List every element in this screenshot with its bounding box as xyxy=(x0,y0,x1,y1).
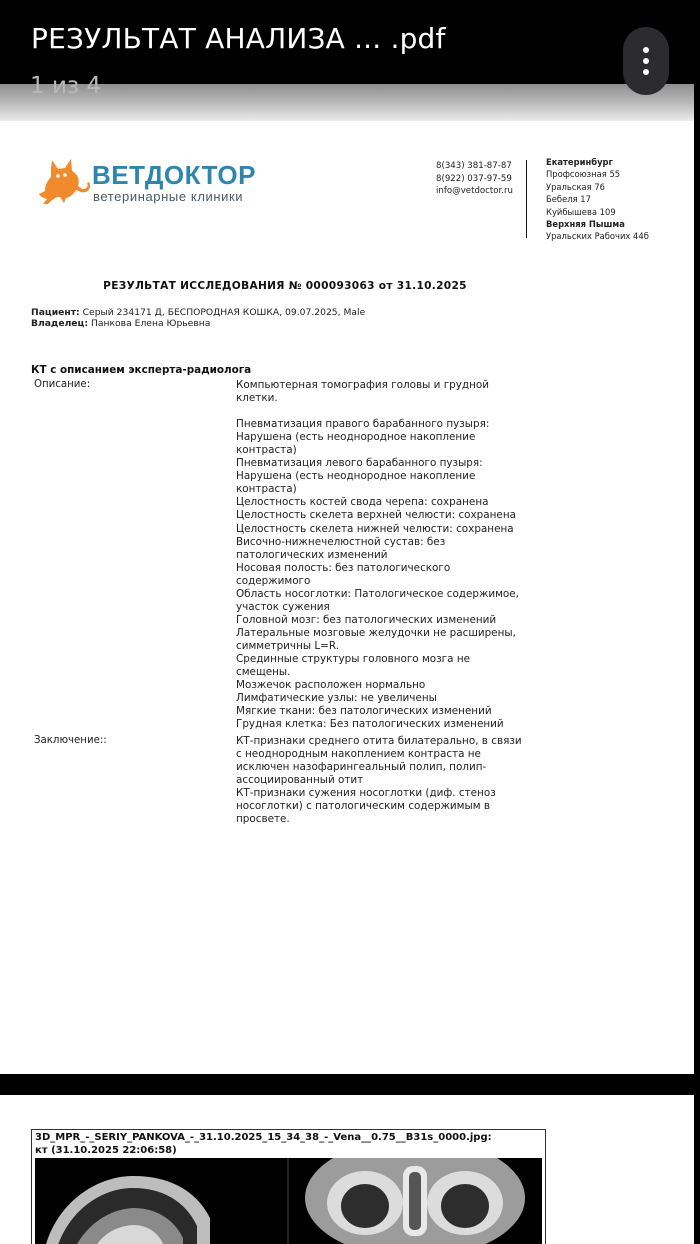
owner-value: Панкова Елена Юрьевна xyxy=(88,318,211,329)
description-line: смещены. xyxy=(236,666,291,679)
more-vert-icon-dot xyxy=(643,58,649,64)
conclusion-line: исключен назофарингеальный полип, полип- xyxy=(236,761,487,774)
conclusion-line: просвете. xyxy=(236,813,290,826)
ct-image-filename: 3D_MPR_-_SERIY_PANKOVA_-_31.10.2025_15_34_38_-_Vena__0.75__B31s_0000.jpg: xyxy=(35,1132,492,1143)
patient-value: Серый 234171 Д, БЕСПОРОДНАЯ КОШКА, 09.07.2025, Male xyxy=(79,307,366,318)
description-line: Височно-нижнечелюстной сустав: без xyxy=(236,535,446,548)
logo-wordmark: ВЕТДОКТОР xyxy=(92,160,256,190)
description-line: Целостность скелета нижней челюсти: сохранена xyxy=(236,522,514,535)
conclusion-label: Заключение:: xyxy=(34,735,107,746)
description-line: содержимого xyxy=(236,574,311,587)
page-gap xyxy=(0,1074,700,1095)
address-line: Уральских Рабочих 44б xyxy=(546,231,649,242)
ct-scan-image xyxy=(35,1158,542,1244)
description-label: Описание: xyxy=(34,379,91,390)
more-vert-icon xyxy=(643,47,649,53)
section-title: КТ с описанием эксперта-радиолога xyxy=(31,364,252,376)
more-vert-icon-dot xyxy=(643,69,649,75)
ct-image-date: кт (31.10.2025 22:06:58) xyxy=(35,1144,177,1156)
clinic-logo xyxy=(38,156,268,206)
description-line: Целостность костей свода черепа: сохранена xyxy=(236,496,489,509)
description-line: Компьютерная томография головы и грудной xyxy=(236,379,490,391)
description-line: контраста) xyxy=(236,483,297,496)
conclusion-text xyxy=(236,735,536,826)
description-line: Пневматизация правого барабанного пузыря: xyxy=(236,418,490,431)
conclusion-line: КТ-признаки сужения носоглотки (диф. стеноз xyxy=(236,787,496,800)
phone-2: 8(922) 037-97-59 xyxy=(436,173,512,184)
description-line: участок сужения xyxy=(236,600,330,613)
header-divider xyxy=(526,160,527,238)
conclusion-line: ассоциированный отит xyxy=(236,774,364,787)
description-line: Нарушена (есть неоднородное накопление xyxy=(236,431,476,444)
address-city: Екатеринбург xyxy=(546,157,613,167)
page-counter: 1 из 4 xyxy=(30,73,102,99)
clinic-addresses xyxy=(546,156,649,243)
report-title: РЕЗУЛЬТАТ ИССЛЕДОВАНИЯ № 000093063 от 31.10.2025 xyxy=(103,280,467,292)
description-text xyxy=(236,379,536,731)
pdf-page-2[interactable] xyxy=(0,1095,694,1244)
cat-logo-icon xyxy=(38,156,90,206)
description-line: Мозжечок расположен нормально xyxy=(236,679,426,692)
address-line: Бебеля 17 xyxy=(546,194,591,205)
address-line: Уральская 76 xyxy=(546,181,605,192)
patient-label: Пациент: xyxy=(31,307,80,318)
description-line: Лимфатические узлы: не увеличены xyxy=(236,692,437,705)
description-line xyxy=(236,405,536,418)
document-title: РЕЗУЛЬТАТ АНАЛИЗА ... .pdf xyxy=(31,22,446,55)
description-line: клетки. xyxy=(236,392,278,405)
description-line: Нарушена (есть неоднородное накопление xyxy=(236,470,476,483)
address-city: Верхняя Пышма xyxy=(546,219,625,230)
conclusion-line: носоглотки) с патологическим содержимым в xyxy=(236,800,490,813)
conclusion-line: КТ-признаки среднего отита билатерально, в связи xyxy=(236,735,522,747)
description-line: Мягкие ткани: без патологических изменений xyxy=(236,705,492,718)
viewer-top-bar xyxy=(0,0,700,84)
patient-info xyxy=(31,307,365,318)
clinic-contacts xyxy=(436,160,513,198)
logo-subtitle: ветеринарные клиники xyxy=(93,189,244,204)
more-options-button[interactable] xyxy=(623,27,669,95)
description-line: Головной мозг: без патологических изменений xyxy=(236,613,497,626)
description-line: Целостность скелета верхней челюсти: сохранена xyxy=(236,509,516,522)
page-overlay-band xyxy=(0,84,694,121)
pdf-page-1[interactable] xyxy=(0,84,694,1074)
description-line: Область носоглотки: Патологическое содержимое, xyxy=(236,587,519,600)
description-line: Пневматизация левого барабанного пузыря: xyxy=(236,457,483,470)
description-line: Срединные структуры головного мозга не xyxy=(236,652,471,665)
description-line: симметричны L=R. xyxy=(236,639,340,652)
ct-image-caption xyxy=(35,1132,492,1157)
address-line: Куйбышева 109 xyxy=(546,206,616,217)
owner-info xyxy=(31,318,210,329)
description-line: Носовая полость: без патологического xyxy=(236,561,451,574)
description-line: патологических изменений xyxy=(236,548,388,561)
conclusion-line: с неоднородным накоплением контраста не xyxy=(236,748,481,761)
owner-label: Владелец: xyxy=(31,318,89,329)
address-line: Профсоюзная 55 xyxy=(546,169,621,180)
ct-image-frame xyxy=(31,1129,546,1244)
description-line: Латеральные мозговые желудочки не расширены, xyxy=(236,626,516,639)
phone-1: 8(343) 381-87-87 xyxy=(436,161,512,171)
email: info@vetdoctor.ru xyxy=(436,186,513,196)
description-line: Грудная клетка: Без патологических изменений xyxy=(236,718,504,731)
description-line: контраста) xyxy=(236,444,297,457)
